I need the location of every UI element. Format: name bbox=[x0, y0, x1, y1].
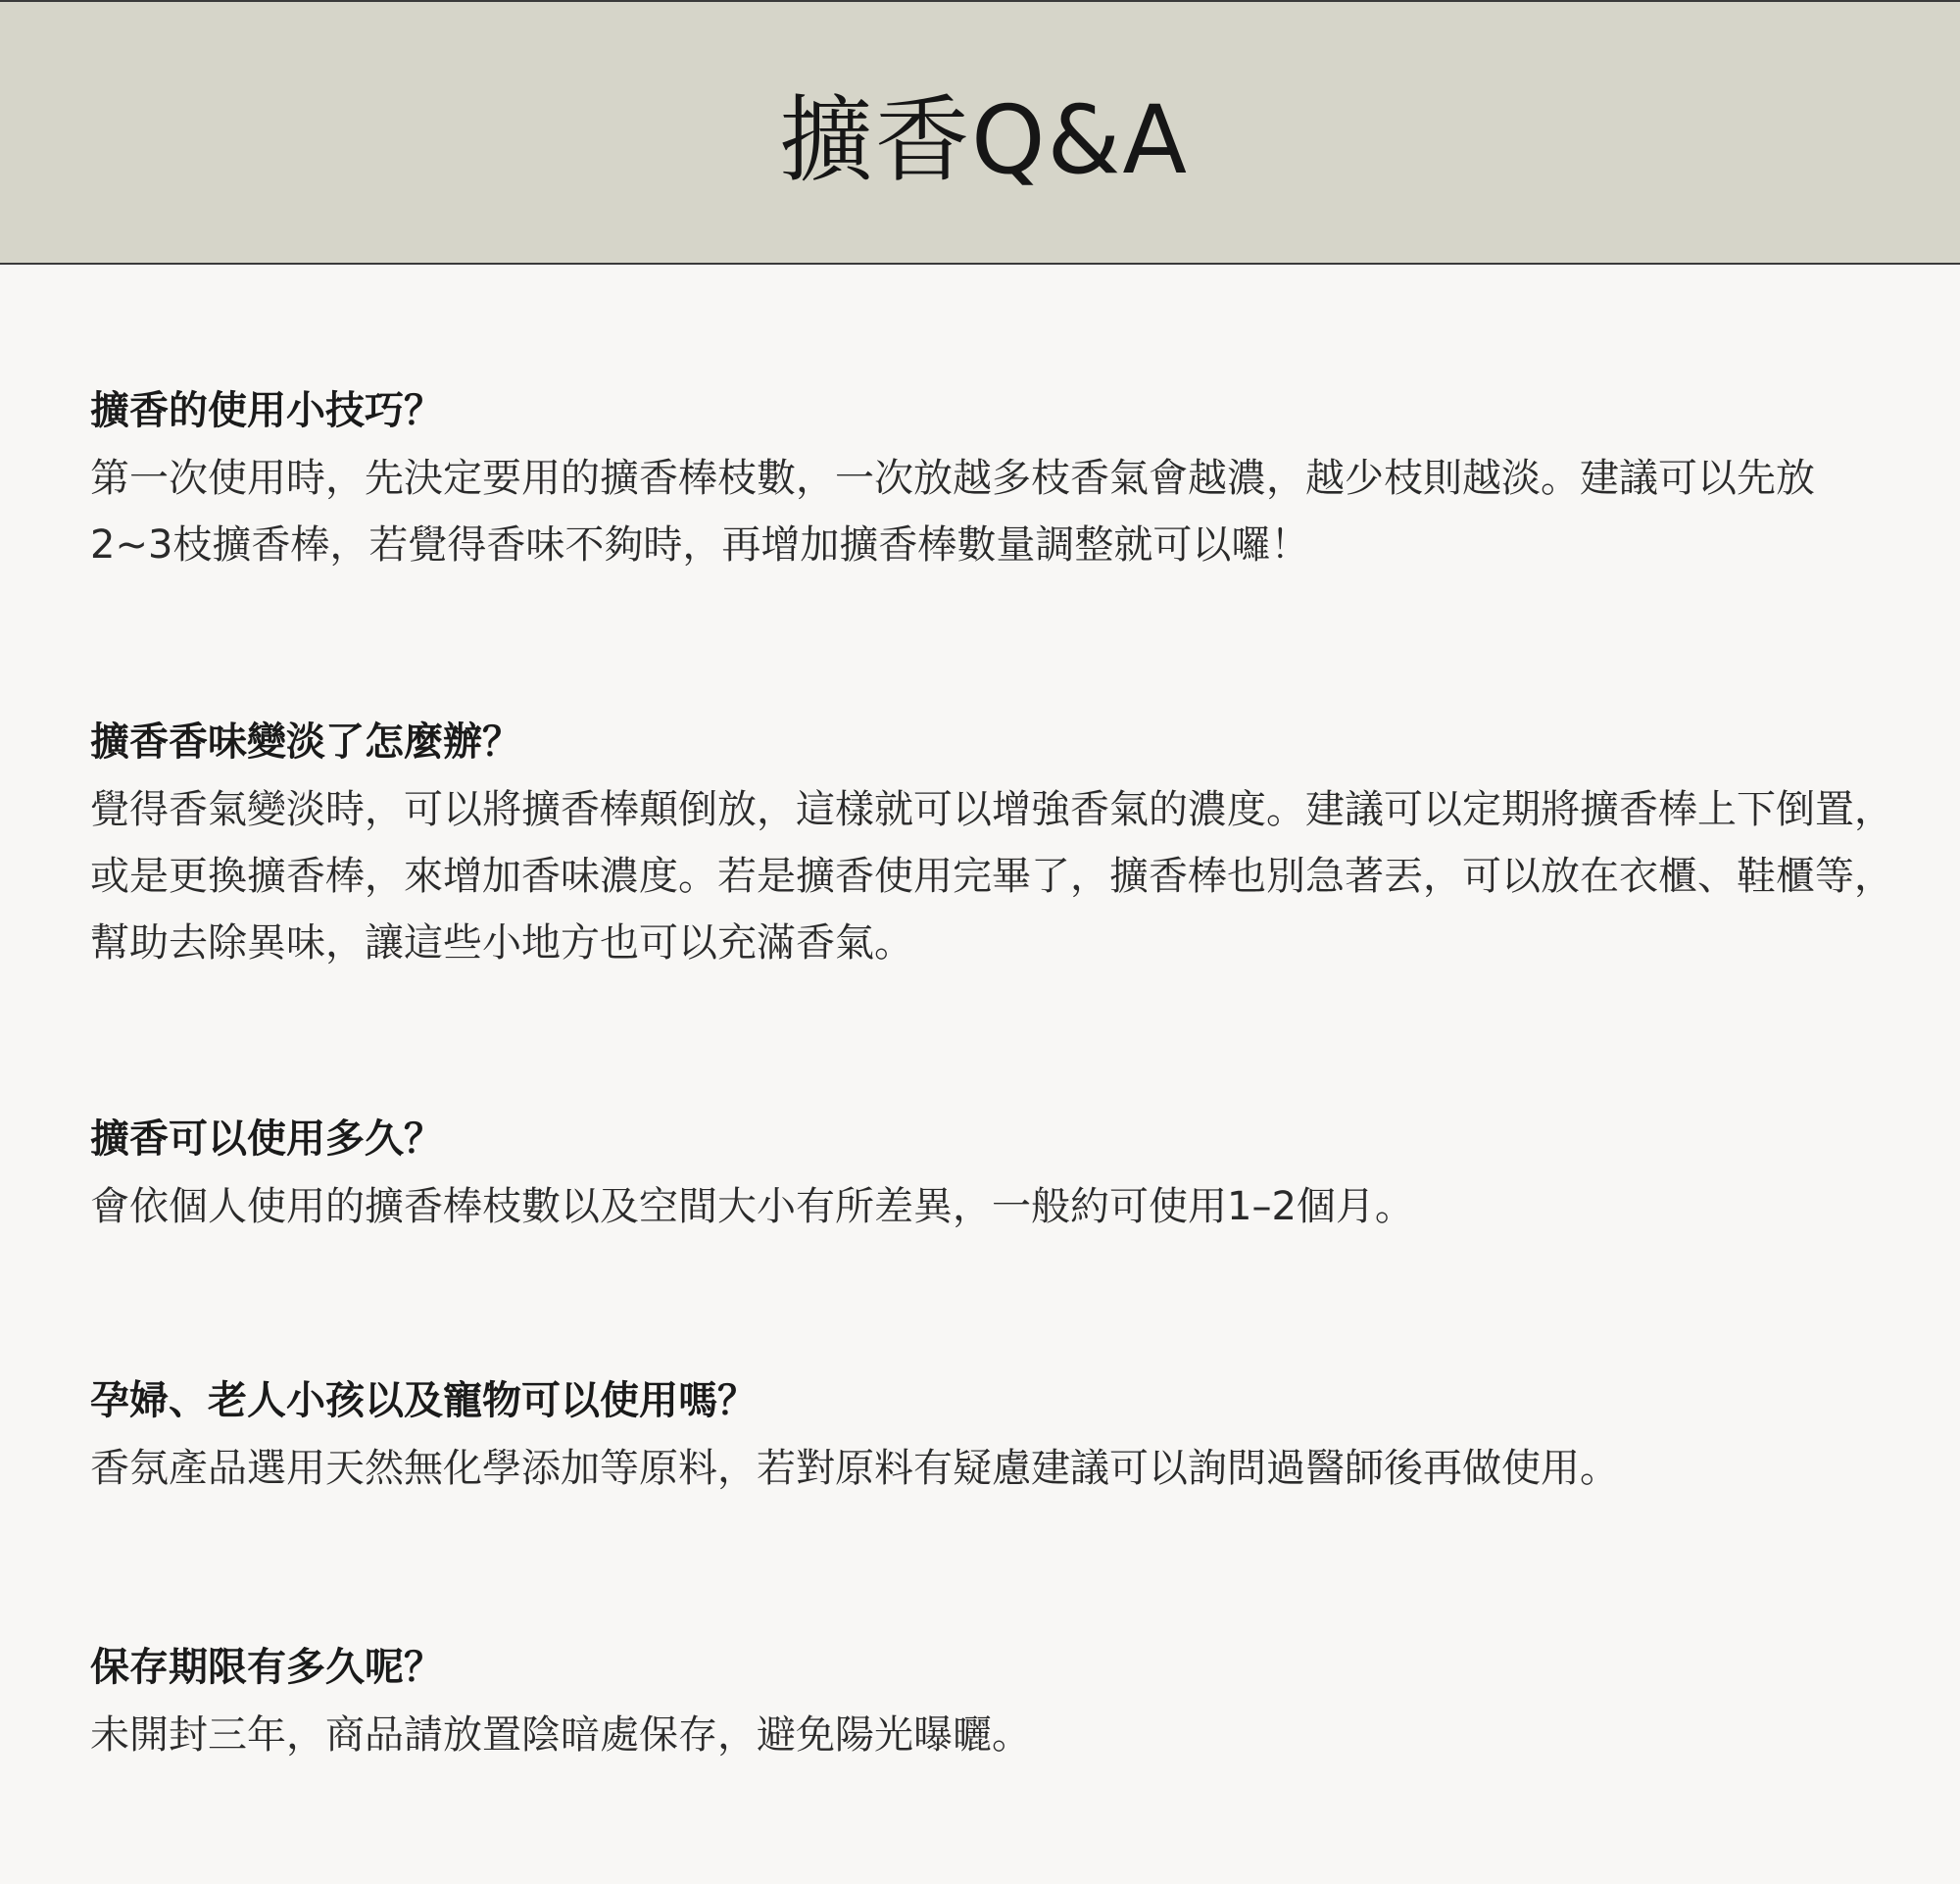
qa-answer: 覺得香氣變淡時，可以將擴香棒顛倒放，這樣就可以增強香氣的濃度。建議可以定期將擴香棒上下倒置，或是更換擴香棒，來增加香味濃度。若是擴香使用完畢了，擴香棒也別急著丟，可以放在衣櫃、鞋櫃等，幫助去除異味，讓這些小地方也可以充滿香氣。 bbox=[90, 787, 1893, 966]
qa-item bbox=[90, 708, 1893, 976]
qa-question: 孕婦、老人小孩以及寵物可以使用嗎？ bbox=[90, 1378, 757, 1423]
qa-answer: 第一次使用時，先決定要用的擴香棒枝數，一次放越多枝香氣會越濃，越少枝則越淡。建議可以先放2~3枝擴香棒，若覺得香味不夠時，再增加擴香棒數量調整就可以囉！ bbox=[90, 456, 1815, 568]
qa-item bbox=[90, 1366, 1893, 1502]
qa-item bbox=[90, 1633, 1893, 1768]
qa-question: 擴香可以使用多久？ bbox=[90, 1116, 443, 1162]
page-title: 擴香Q&A bbox=[778, 84, 1190, 195]
qa-question: 擴香的使用小技巧？ bbox=[90, 388, 443, 433]
qa-answer: 未開封三年，商品請放置陰暗處保存，避免陽光曝曬。 bbox=[90, 1712, 1031, 1758]
page-header bbox=[0, 0, 1960, 265]
qa-answer: 會依個人使用的擴香棒枝數以及空間大小有所差異，一般約可使用1–2個月。 bbox=[90, 1184, 1414, 1229]
qa-question: 保存期限有多久呢？ bbox=[90, 1645, 443, 1690]
qa-item bbox=[90, 376, 1893, 578]
qa-answer: 香氛產品選用天然無化學添加等原料，若對原料有疑慮建議可以詢問過醫師後再做使用。 bbox=[90, 1446, 1619, 1491]
qa-question: 擴香香味變淡了怎麼辦？ bbox=[90, 719, 521, 765]
qa-item bbox=[90, 1105, 1893, 1240]
